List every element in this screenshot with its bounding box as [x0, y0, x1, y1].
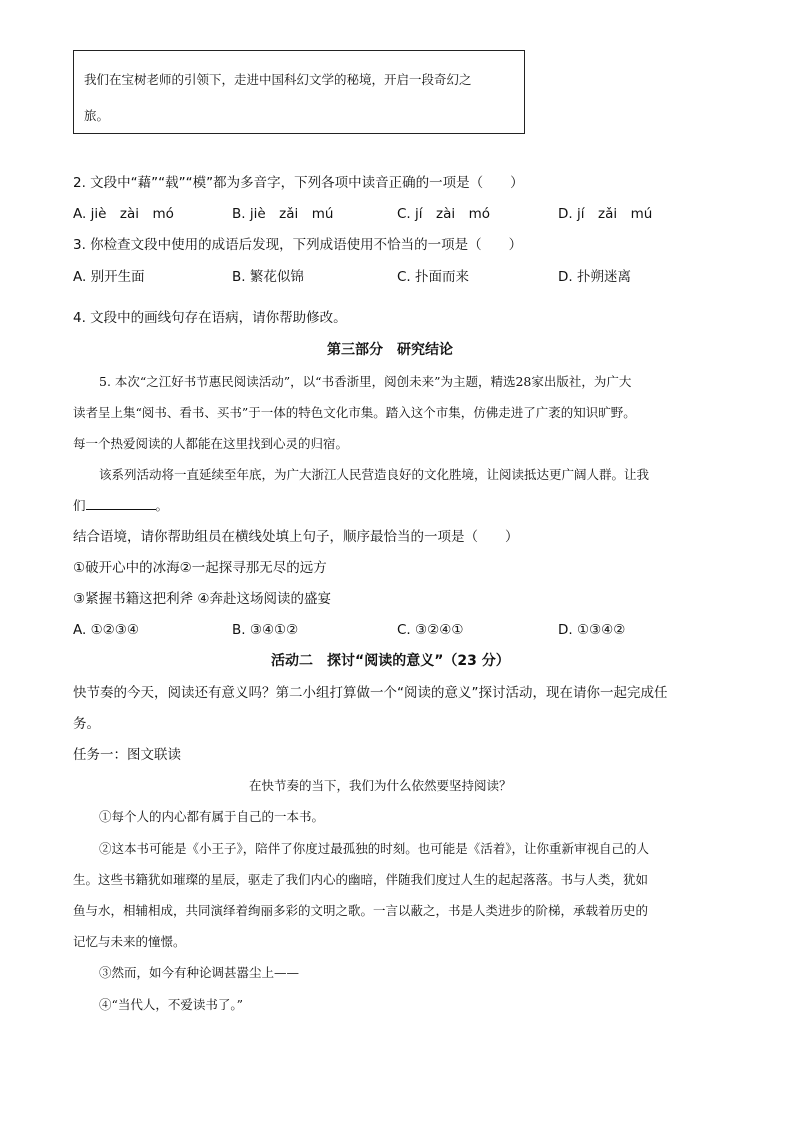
passage-para-4: ④“当代人，不爱读书了。” — [99, 997, 244, 1012]
quote-line-2: 旅。 — [84, 108, 110, 123]
task-1-label: 任务一：图文联读 — [73, 747, 181, 763]
passage-para-2-line2: 生。这些书籍犹如璀璨的星辰，驱走了我们内心的幽暗，伴随我们度过人生的起起落落。书与人类，犹如 — [73, 872, 649, 887]
q5-para2-line2 — [73, 497, 168, 515]
q3-option-c: C. 扑面而来 — [397, 269, 470, 285]
passage-para-1: ①每个人的内心都有属于自己的一本书。 — [99, 809, 325, 824]
activity-2-heading: 活动二 探讨“阅读的意义”（23 分） — [271, 653, 510, 669]
q5-option-c: C. ③②④① — [397, 622, 464, 638]
q5-para1-line3: 每一个热爱阅读的人都能在这里找到心灵的归宿。 — [73, 436, 349, 451]
quote-line-1: 我们在宝树老师的引领下，走进中国科幻文学的秘境，开启一段奇幻之 — [84, 72, 472, 87]
q5-para2-prefix: 们 — [73, 498, 86, 513]
question-4-stem: 4. 文段中的画线句存在语病，请你帮助修改。 — [73, 310, 347, 326]
q5-para1-line2: 读者呈上集“阅书、看书、买书”于一体的特色文化市集。踏入这个市集，仿佛走进了广袤的知识旷野。 — [73, 405, 636, 420]
q2-option-a: A. jiè zài mó — [73, 206, 174, 222]
activity-2-intro-line1: 快节奏的今天，阅读还有意义吗？第二小组打算做一个“阅读的意义”探讨活动，现在请你一起完成任 — [73, 685, 668, 701]
q3-option-d: D. 扑朔迷离 — [558, 269, 631, 285]
fill-in-blank[interactable] — [86, 497, 156, 510]
quote-box — [73, 50, 525, 134]
q5-stem: 结合语境，请你帮助组员在横线处填上句子，顺序最恰当的一项是（ ） — [73, 529, 519, 545]
q2-option-d: D. jí zǎi mú — [558, 206, 653, 222]
q5-option-b: B. ③④①② — [232, 622, 299, 638]
q3-option-a: A. 别开生面 — [73, 269, 145, 285]
question-3-stem: 3. 你检查文段中使用的成语后发现，下列成语使用不恰当的一项是（ ） — [73, 237, 523, 253]
q5-items-1: ①破开心中的冰海②一起探寻那无尽的远方 — [73, 560, 327, 576]
passage-para-2-line3: 鱼与水，相辅相成，共同演绎着绚丽多彩的文明之歌。一言以蔽之，书是人类进步的阶梯，承载着历史的 — [73, 903, 649, 918]
passage-para-3: ③然而，如今有种论调甚嚣尘上—— — [99, 965, 300, 980]
q5-para1-line1: 5. 本次“之江好书节惠民阅读活动”，以“书香浙里，阅创未来”为主题，精选28家出版社，为广大 — [99, 374, 632, 389]
part-3-heading: 第三部分 研究结论 — [327, 342, 453, 358]
q5-para2-line1: 该系列活动将一直延续至年底，为广大浙江人民营造良好的文化胜境，让阅读抵达更广阔人群。让我 — [99, 467, 650, 482]
q5-para2-suffix: 。 — [155, 498, 169, 513]
passage-para-2-line4: 记忆与未来的憧憬。 — [73, 934, 186, 949]
passage-para-2-line1: ②这本书可能是《小王子》，陪伴了你度过最孤独的时刻。也可能是《活着》，让你重新审视自己的人 — [99, 841, 650, 856]
q2-option-b: B. jiè zǎi mú — [232, 206, 334, 222]
q3-option-b: B. 繁花似锦 — [232, 269, 304, 285]
passage-title: 在快节奏的当下，我们为什么依然要坚持阅读？ — [249, 778, 512, 793]
q2-option-c: C. jí zài mó — [397, 206, 491, 222]
activity-2-intro-line2: 务。 — [73, 716, 100, 732]
question-2-stem: 2. 文段中“藉”“载”“模”都为多音字，下列各项中读音正确的一项是（ ） — [73, 175, 524, 191]
q5-option-a: A. ①②③④ — [73, 622, 139, 638]
q5-option-d: D. ①③④② — [558, 622, 626, 638]
q5-items-2: ③紧握书籍这把利斧 ④奔赴这场阅读的盛宴 — [73, 591, 331, 607]
